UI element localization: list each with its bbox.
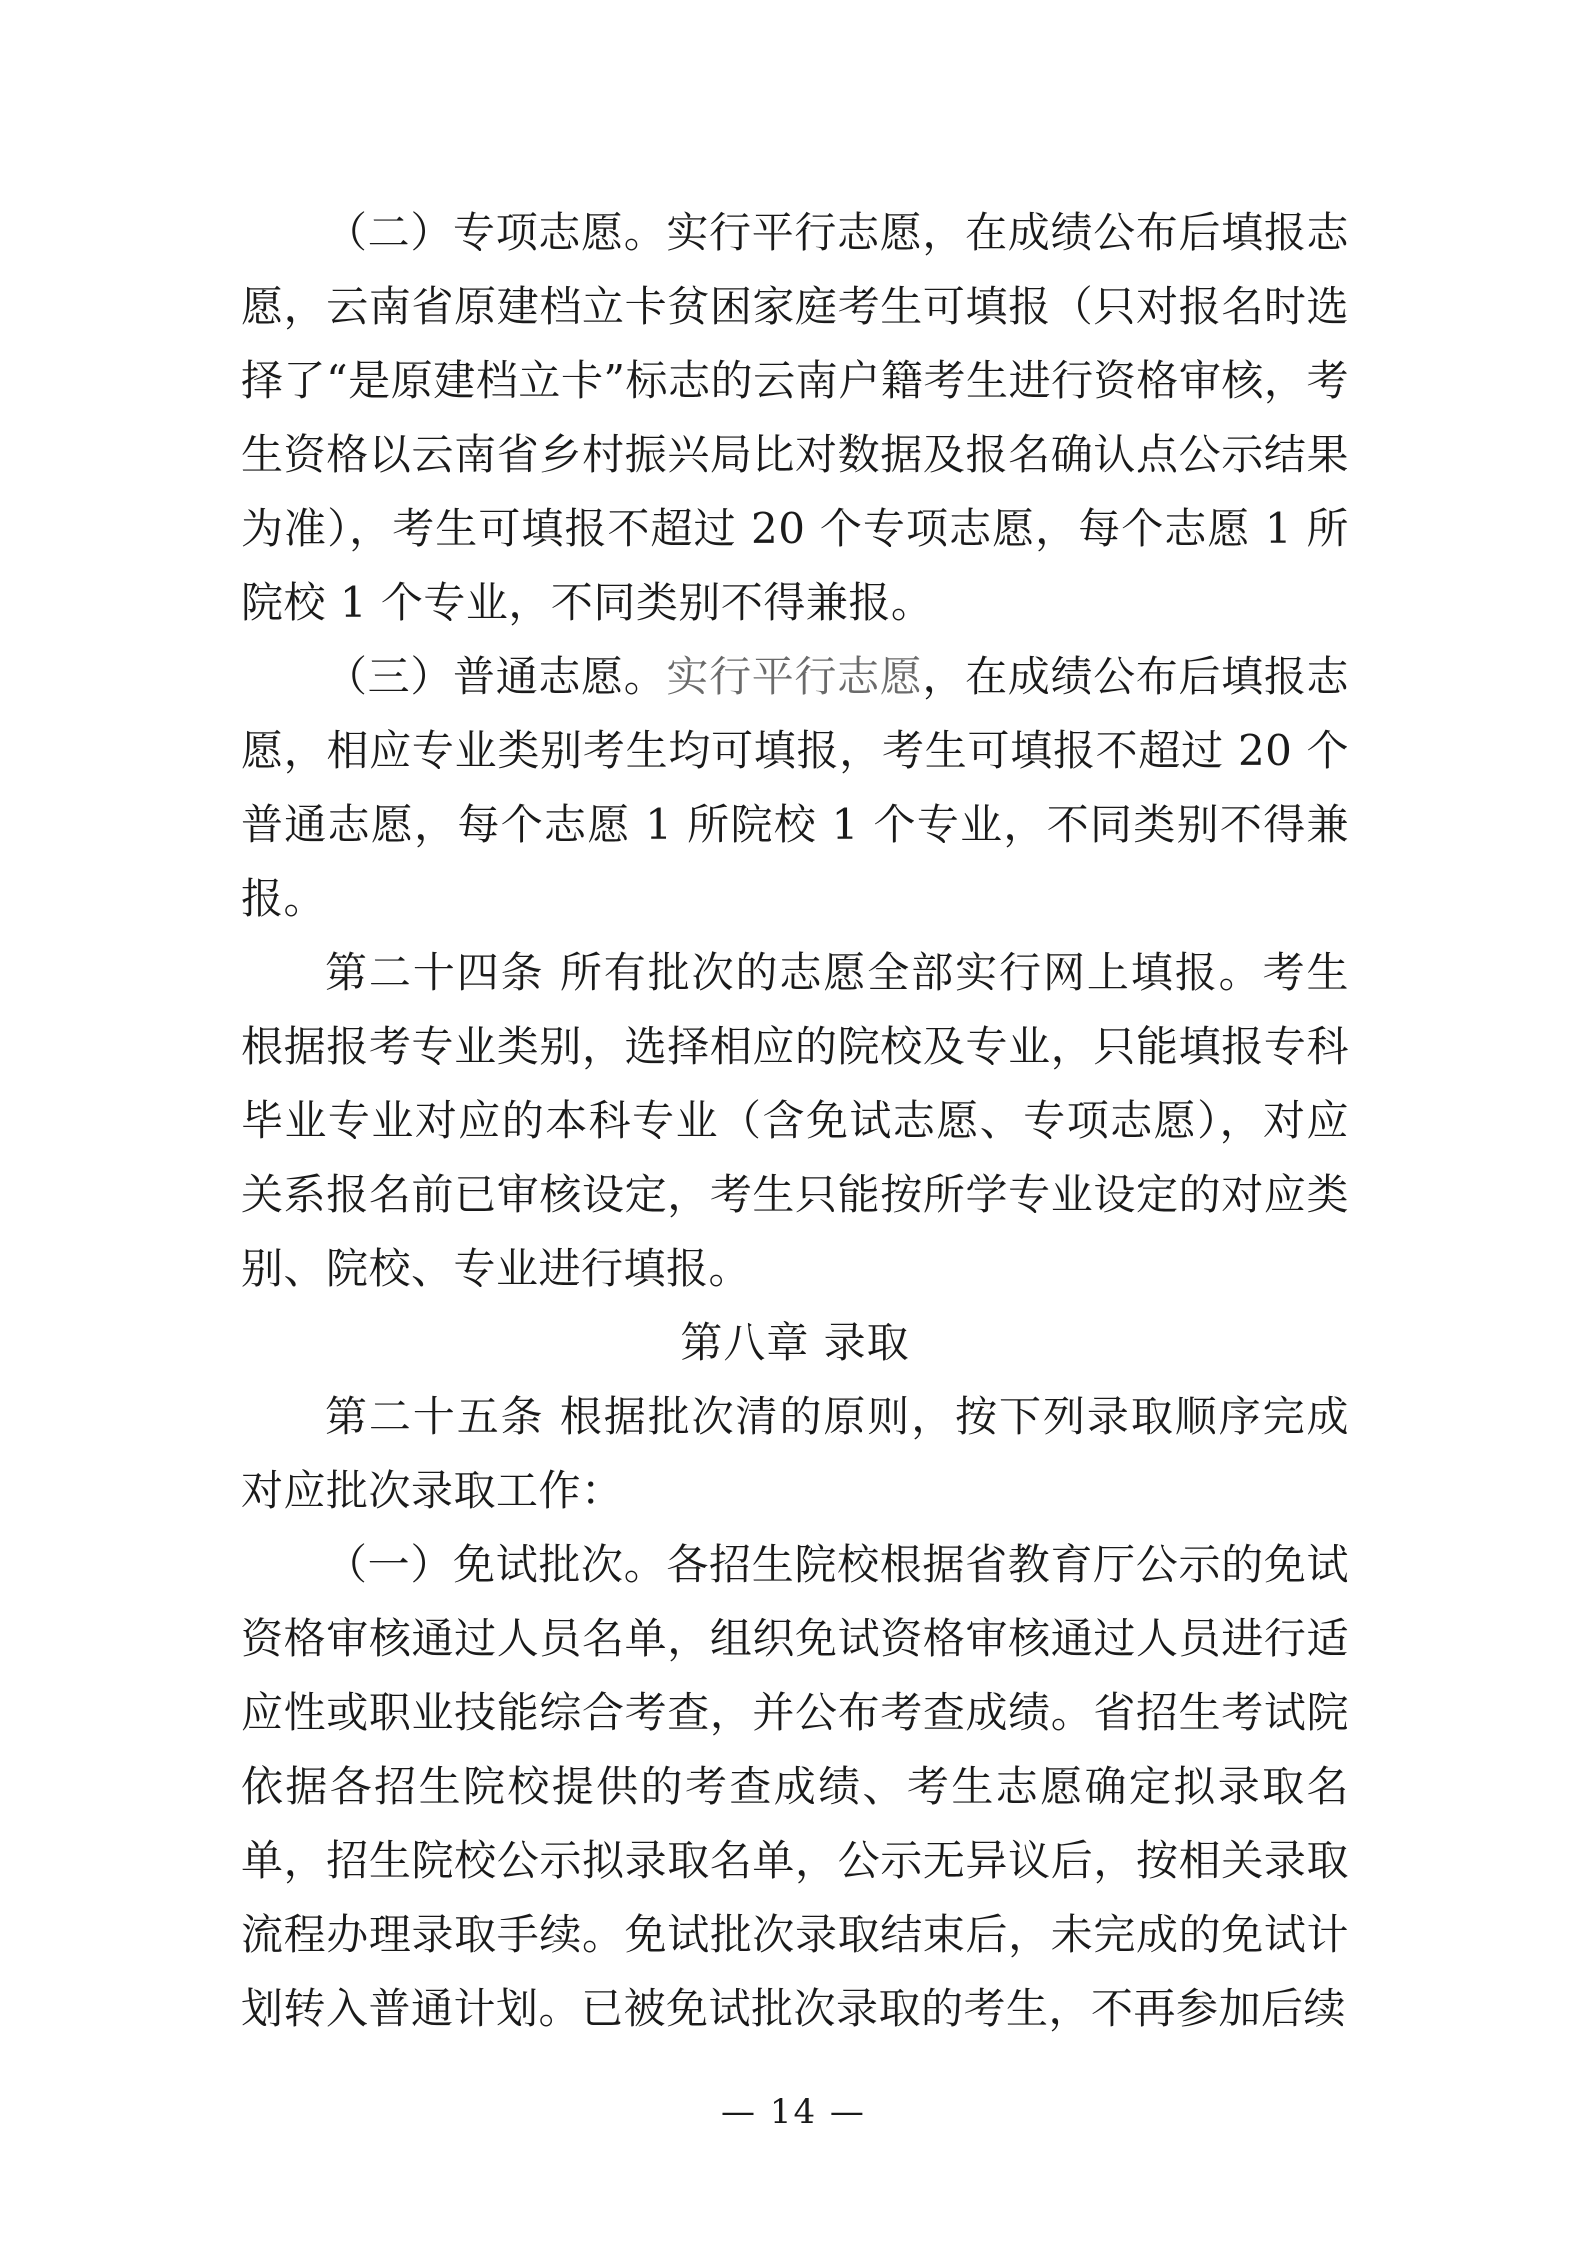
paragraph-light-text: 实行平行志愿 bbox=[666, 652, 923, 701]
paragraph-exempt-batch: （一）免试批次。各招生院校根据省教育厅公示的免试资格审核通过人员名单，组织免试资格审核通过人员进行适应性或职业技能综合考查，并公布考查成绩。省招生考试院依据各招生院校提供的考查成绩、考生志愿确定拟录取名单，招生院校公示拟录取名单，公示无异议后，按相关录取流程办理录取手续。免试批次录取结束后，未完成的免试计划转入普通计划。已被免试批次录取的考生，不再参加后续 bbox=[241, 1540, 1349, 2033]
article-24: 第二十四条 所有批次的志愿全部实行网上填报。考生根据报考专业类别，选择相应的院校及专业，只能填报专科毕业专业对应的本科专业（含免试志愿、专项志愿），对应关系报名前已审核设定，考生只能按所学专业设定的对应类别、院校、专业进行填报。 bbox=[241, 948, 1349, 1293]
paragraph-lead: （三）普通志愿。 bbox=[325, 652, 667, 701]
paragraph-rest: ，在成绩公布后填报志愿，相应专业类别考生均可填报，考生可填报不超过 20 个普通志愿，每个志愿 1 所院校 1 个专业，不同类别不得兼报。 bbox=[241, 652, 1349, 923]
article-25: 第二十五条 根据批次清的原则，按下列录取顺序完成对应批次录取工作： bbox=[241, 1392, 1349, 1515]
paragraph-general-volunteer bbox=[241, 640, 1349, 936]
page-number: — 14 — bbox=[721, 2092, 866, 2132]
chapter-heading: 第八章 录取 bbox=[680, 1318, 910, 1367]
paragraph-special-volunteer: （二）专项志愿。实行平行志愿，在成绩公布后填报志愿，云南省原建档立卡贫困家庭考生可填报（只对报名时选择了“是原建档立卡”标志的云南户籍考生进行资格审核，考生资格以云南省乡村振兴局比对数据及报名确认点公示结果为准），考生可填报不超过 20 个专项志愿，每个志愿 1 所院校 1 个专业，不同类别不得兼报。 bbox=[241, 208, 1349, 627]
document-body bbox=[241, 196, 1349, 2046]
